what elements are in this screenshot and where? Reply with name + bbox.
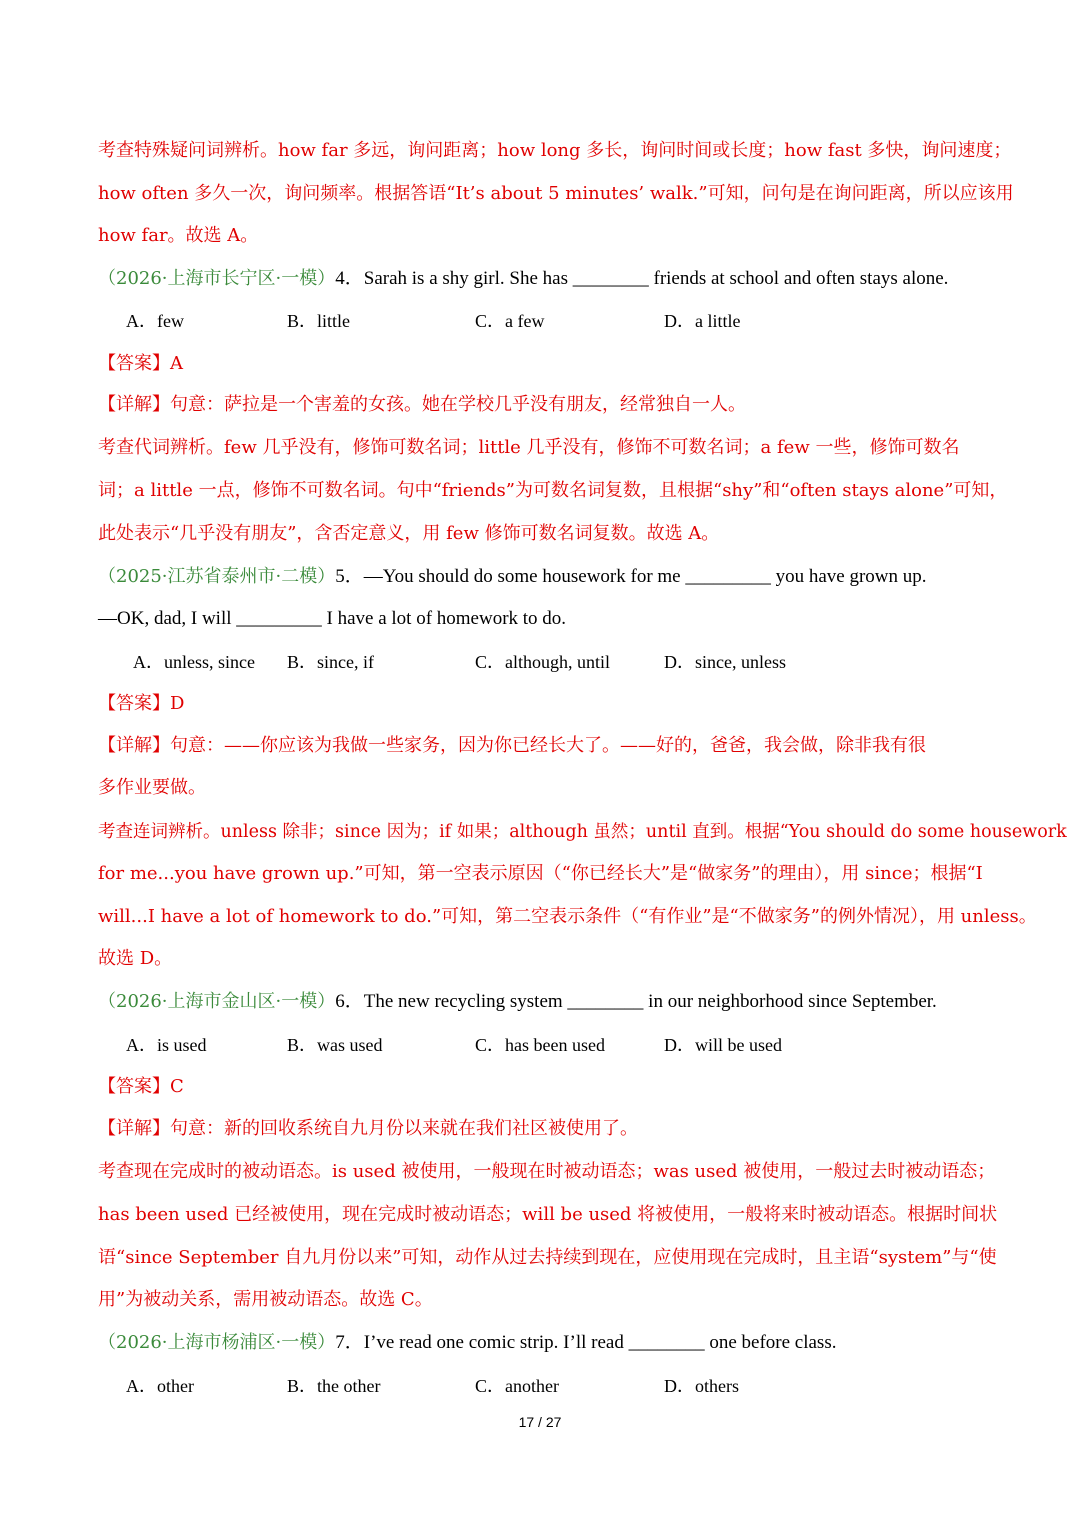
option-b: B．little bbox=[287, 311, 350, 331]
answer-line bbox=[98, 1075, 1020, 1099]
text-line: for me...you have grown up.”可知，第一空表示原因（“你已经长大”是“做家务”的理由），用 since；根据“I bbox=[98, 863, 983, 884]
option-d: D．will be used bbox=[664, 1035, 782, 1055]
explanation-text: 句意：新的回收系统自九月份以来就在我们社区被使用了。 bbox=[170, 1118, 638, 1139]
explanation-line bbox=[98, 734, 1020, 758]
question-stem: 5．—You should do some housework for me _________ you have grown up. bbox=[335, 566, 927, 587]
question-source: （2026·上海市金山区·一模） bbox=[98, 991, 336, 1012]
answer-value: A bbox=[170, 353, 183, 374]
option-d: D．a little bbox=[664, 311, 741, 331]
question-source: （2026·上海市杨浦区·一模） bbox=[98, 1332, 336, 1353]
text-line: 词；a little 一点，修饰不可数名词。句中“friends”为可数名词复数，且根据“shy”和“often stays alone”可知， bbox=[98, 480, 1008, 501]
explanation-label: 【详解】 bbox=[98, 735, 170, 756]
text-line: 用”为被动关系，需用被动语态。故选 C。 bbox=[98, 1289, 433, 1310]
question-stem: 7．I’ve read one comic strip. I’ll read ________ one before class. bbox=[335, 1332, 837, 1353]
option-c: C．although, until bbox=[475, 652, 610, 672]
question-6 bbox=[98, 990, 1020, 1014]
option-a: A．unless, since bbox=[133, 652, 255, 672]
answer-label: 【答案】 bbox=[98, 1076, 170, 1097]
page-number: 17 / 27 bbox=[518, 1414, 562, 1430]
answer-value: D bbox=[170, 693, 185, 714]
text-line: how far。故选 A。 bbox=[98, 225, 259, 246]
option-c: C．a few bbox=[475, 311, 545, 331]
text-line: how often 多久一次，询问频率。根据答语“It’s about 5 minutes’ walk.”可知，问句是在询问距离，所以应该用 bbox=[98, 183, 1014, 204]
text-line: 考查特殊疑问词辨析。how far 多远，询问距离；how long 多长，询问时间或长度；how fast 多快，询问速度； bbox=[98, 140, 1012, 161]
text-line: will...I have a lot of homework to do.”可知，第二空表示条件（“有作业”是“不做家务”的例外情况），用 unless。 bbox=[98, 906, 1037, 927]
answer-label: 【答案】 bbox=[98, 353, 170, 374]
question-source: （2026·上海市长宁区·一模） bbox=[98, 268, 336, 289]
text-line: 考查代词辨析。few 几乎没有，修饰可数名词；little 几乎没有，修饰不可数名词；a few 一些，修饰可数名 bbox=[98, 437, 960, 458]
question-stem-continued: —OK, dad, I will _________ I have a lot of homework to do. bbox=[98, 608, 567, 629]
question-stem: 4．Sarah is a shy girl. She has ________ friends at school and often stays alone. bbox=[335, 268, 949, 289]
question-source: （2025·江苏省泰州市·二模） bbox=[98, 566, 336, 587]
option-b: B．the other bbox=[287, 1376, 381, 1396]
option-b: B．was used bbox=[287, 1035, 383, 1055]
option-d: D．since, unless bbox=[664, 652, 786, 672]
question-5 bbox=[98, 565, 1020, 589]
text-line: 考查现在完成时的被动语态。is used 被使用，一般现在时被动语态；was used 被使用，一般过去时被动语态； bbox=[98, 1161, 996, 1182]
explanation-label: 【详解】 bbox=[98, 394, 170, 415]
option-d: D．others bbox=[664, 1376, 739, 1396]
text-line: 故选 D。 bbox=[98, 948, 173, 969]
question-stem: 6．The new recycling system ________ in our neighborhood since September. bbox=[335, 991, 937, 1012]
explanation-line bbox=[98, 393, 1020, 417]
explanation-line bbox=[98, 1117, 1020, 1141]
explanation-label: 【详解】 bbox=[98, 1118, 170, 1139]
text-line: has been used 已经被使用，现在完成时被动语态；will be used 将被使用，一般将来时被动语态。根据时间状 bbox=[98, 1204, 998, 1225]
question-7 bbox=[98, 1331, 1020, 1355]
question-4 bbox=[98, 267, 1020, 291]
answer-label: 【答案】 bbox=[98, 693, 170, 714]
explanation-text: 句意：——你应该为我做一些家务，因为你已经长大了。——好的，爸爸，我会做，除非我有很 bbox=[170, 735, 926, 756]
answer-value: C bbox=[170, 1076, 184, 1097]
text-line: 此处表示“几乎没有朋友”，含否定意义，用 few 修饰可数名词复数。故选 A。 bbox=[98, 523, 720, 544]
option-a: A．few bbox=[126, 311, 184, 331]
option-b: B．since, if bbox=[287, 652, 374, 672]
option-a: A．other bbox=[126, 1376, 194, 1396]
option-c: C．another bbox=[475, 1376, 559, 1396]
option-a: A．is used bbox=[126, 1035, 207, 1055]
text-line: 语“since September 自九月份以来”可知，动作从过去持续到现在，应使用现在完成时，且主语“system”与“使 bbox=[98, 1247, 997, 1268]
answer-line bbox=[98, 692, 1020, 716]
option-c: C．has been used bbox=[475, 1035, 605, 1055]
answer-line bbox=[98, 352, 1020, 376]
text-line: 考查连词辨析。unless 除非；since 因为；if 如果；although 虽然；until 直到。根据“You should do some housework bbox=[98, 822, 1067, 842]
explanation-text: 句意：萨拉是一个害羞的女孩。她在学校几乎没有朋友，经常独自一人。 bbox=[170, 394, 746, 415]
text-line: 多作业要做。 bbox=[98, 777, 206, 798]
